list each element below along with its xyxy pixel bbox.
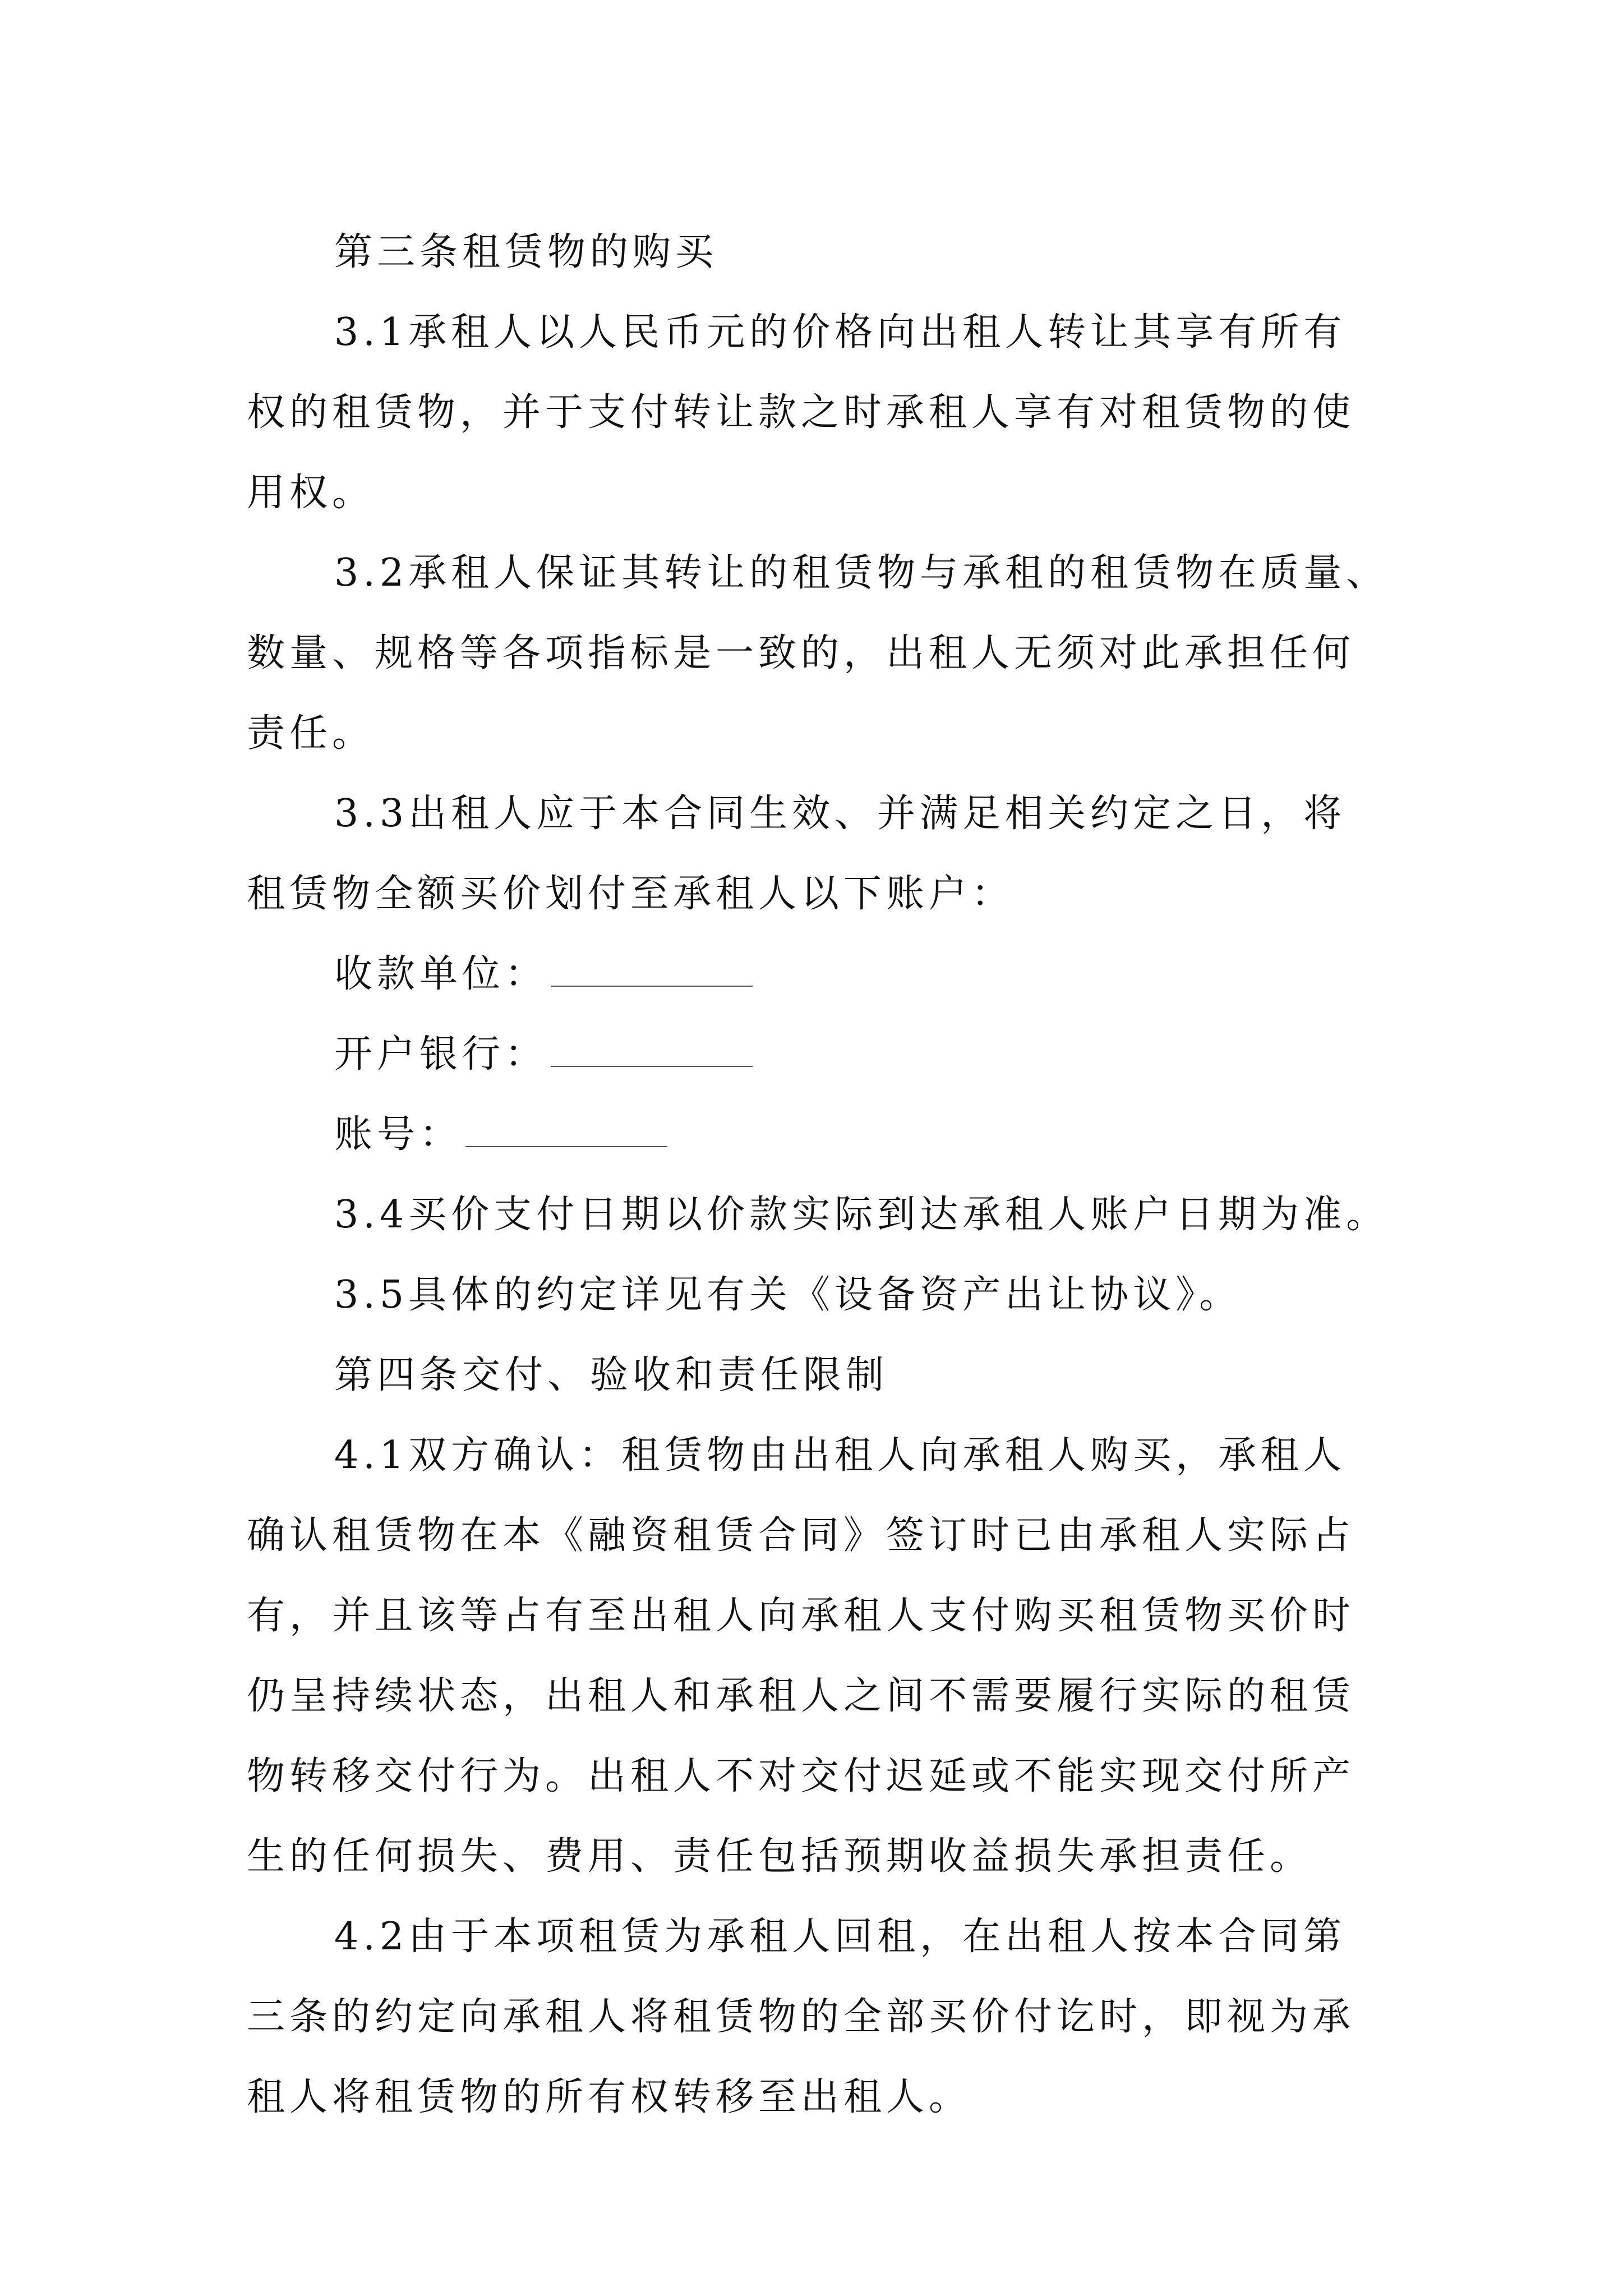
clause-3-3-line-1: 3.3出租人应于本合同生效、并满足相关约定之日，将: [334, 792, 1347, 836]
clause-3-1-line-2: 权的租赁物，并于支付转让款之时承租人享有对租赁物的使: [247, 390, 1355, 435]
bank-field-row: [247, 1014, 1391, 1094]
bank-label: 开户银行：: [334, 1032, 548, 1076]
account-field-row: [247, 1094, 1391, 1175]
clause-4-2-line-1: 4.2由于本项租赁为承租人回租，在出租人按本合同第: [334, 1915, 1347, 1959]
article-3-heading: 第三条租赁物的购买: [334, 230, 718, 274]
clause-4-2-line-3: 租人将租赁物的所有权转移至出租人。: [247, 2075, 972, 2119]
clause-4-1-line-3: 有，并且该等占有至出租人向承租人支付购买租赁物买价时: [247, 1594, 1355, 1638]
clause-3-1-line-3: 用权。: [247, 471, 375, 515]
clause-4-1-line-5: 物转移交付行为。出租人不对交付迟延或不能实现交付所产: [247, 1754, 1355, 1798]
article-4-heading: 第四条交付、验收和责任限制: [334, 1353, 889, 1397]
bank-blank-line: [551, 1065, 753, 1067]
clause-3-2-line-1: 3.2承租人保证其转让的租赁物与承租的租赁物在质量、: [334, 551, 1389, 595]
clause-4-2-line-2: 三条的约定向承租人将租赁物的全部买价付讫时，即视为承: [247, 1995, 1355, 2039]
clause-3-1-line-1: 3.1承租人以人民币元的价格向出租人转让其享有所有: [334, 310, 1347, 355]
clause-4-1-line-1: 4.1双方确认：租赁物由出租人向承租人购买，承租人: [334, 1433, 1347, 1478]
clause-4-1-line-2: 确认租赁物在本《融资租赁合同》签订时已由承租人实际占: [247, 1513, 1355, 1558]
clause-4-1-line-4: 仍呈持续状态，出租人和承租人之间不需要履行实际的租赁: [247, 1674, 1355, 1718]
clause-3-2-line-2: 数量、规格等各项指标是一致的，出租人无须对此承担任何: [247, 631, 1355, 675]
clause-3-3-line-2: 租赁物全额买价划付至承租人以下账户：: [247, 872, 1015, 916]
payee-blank-line: [551, 984, 753, 987]
account-blank-line: [465, 1145, 667, 1147]
clause-3-5: 3.5具体的约定详见有关《设备资产出让协议》。: [334, 1273, 1242, 1317]
payee-field-row: [247, 934, 1391, 1014]
clause-4-1-line-6: 生的任何损失、费用、责任包括预期收益损失承担责任。: [247, 1834, 1313, 1879]
clause-3-2-line-3: 责任。: [247, 711, 375, 756]
account-label: 账号：: [334, 1112, 463, 1157]
document-body: [247, 212, 1391, 2137]
payee-label: 收款单位：: [334, 952, 548, 996]
clause-3-4: 3.4买价支付日期以价款实际到达承租人账户日期为准。: [334, 1193, 1389, 1237]
